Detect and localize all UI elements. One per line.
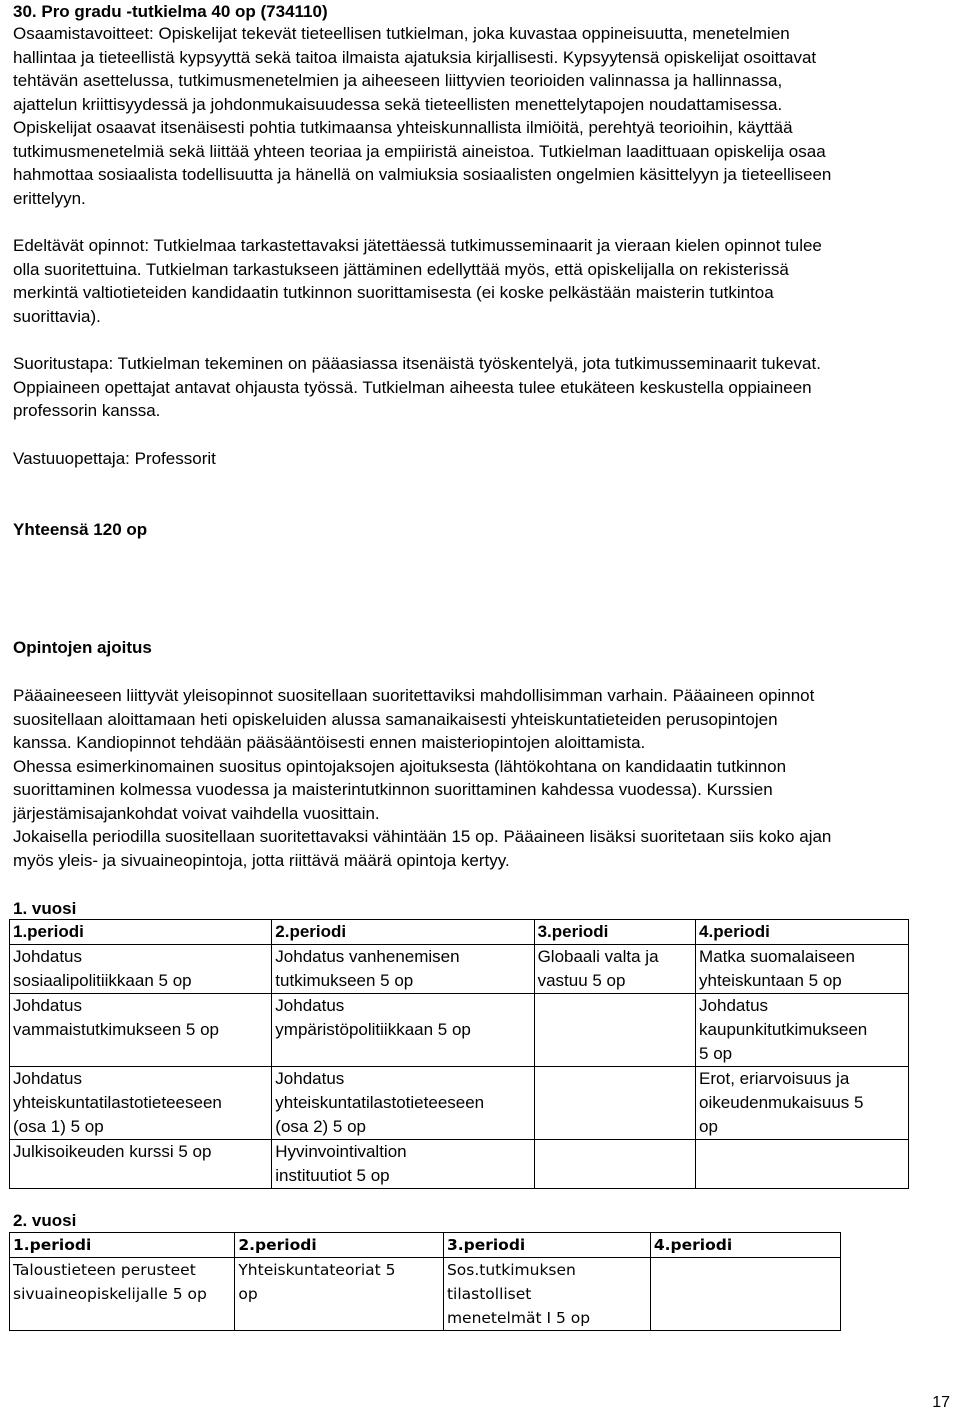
table-cell: [696, 1140, 909, 1189]
cell-text: instituutiot 5 op: [275, 1166, 390, 1185]
cell-text: yhteiskuntatilastotieteeseen: [275, 1093, 485, 1112]
section-heading: 30. Pro gradu -tutkielma 40 op (734110): [13, 2, 328, 21]
cell-text: Johdatus: [275, 1069, 345, 1088]
year1-table: [9, 919, 909, 1189]
cell-text: menetelmät I 5 op: [446, 1309, 591, 1327]
column-header: 4.periodi: [650, 1233, 840, 1258]
cell-text: Julkisoikeuden kurssi 5 op: [13, 1142, 212, 1161]
column-header: 4.periodi: [696, 920, 909, 945]
cell-text: vastuu 5 op: [537, 971, 626, 990]
text-line: ajattelun kriittisyydessä ja johdonmukaisuudessa sekä tieteellisten menettelytapojen noudattamisessa.: [13, 94, 783, 114]
goals-paragraph: [13, 22, 831, 210]
text-line: merkintä valtiotieteiden kandidaatin tutkinnon suorittamisesta (ei koske pelkästään maisterin tutkintoa: [13, 283, 774, 302]
cell-text: (osa 1) 5 op: [13, 1117, 104, 1136]
cell-text: Johdatus: [699, 996, 769, 1015]
year2-table: [9, 1232, 841, 1331]
table-cell: [10, 945, 272, 994]
table-cell: [443, 1258, 650, 1331]
cell-text: 5 op: [699, 1044, 733, 1063]
cell-text: Erot, eriarvoisuus ja: [699, 1069, 850, 1088]
cell-text: op: [699, 1117, 718, 1136]
table-row: [10, 1258, 841, 1331]
table-cell: [696, 1067, 909, 1140]
text-line: tutkimusmenetelmiä sekä liittää yhteen teoriaa ja empiiristä aineistoa. Tutkielman laadittuaan opiskelija osaa: [13, 141, 826, 161]
table-cell: [272, 1067, 534, 1140]
cell-text: kaupunkitutkimukseen: [699, 1020, 868, 1039]
table-header-row: [10, 1233, 841, 1258]
cell-text: tilastolliset: [446, 1285, 532, 1303]
cell-text: (osa 2) 5 op: [275, 1117, 367, 1136]
total-credits: Yhteensä 120 op: [13, 520, 148, 539]
cell-text: Johdatus: [13, 1069, 82, 1088]
table-cell: [650, 1258, 840, 1331]
text-line: erittelyyn.: [13, 188, 86, 208]
text-line: hallintaa ja tieteellistä kypsyyttä sekä taitoa ilmaista ajatuksia kirjallisesti. Kypsyytensä opiskelijat osoittavat: [13, 47, 817, 67]
timing-heading: Opintojen ajoitus: [13, 638, 152, 657]
cell-text: Yhteiskuntateoriat 5: [238, 1261, 396, 1279]
table-cell: [10, 1140, 272, 1189]
column-header: 2.periodi: [235, 1233, 444, 1258]
year2-label: 2. vuosi: [13, 1211, 77, 1230]
cell-text: Matka suomalaiseen: [699, 947, 855, 966]
table-cell: [534, 1140, 695, 1189]
column-header: 2.periodi: [272, 920, 534, 945]
table-row: [10, 945, 909, 994]
cell-text: Globaali valta ja: [537, 947, 659, 966]
text-line: Pääaineeseen liittyvät yleisopinnot suositellaan suoritettaviksi mahdollisimman varhain. Pääaineen opinnot: [13, 686, 815, 705]
text-line: suorittavia).: [13, 306, 101, 326]
timing-paragraph: [13, 684, 831, 872]
cell-text: Hyvinvointivaltion: [275, 1142, 407, 1161]
year1-label: 1. vuosi: [13, 899, 77, 918]
text-line: Suoritustapa: Tutkielman tekeminen on pääasiassa itsenäistä työskentelyä, jota tutkimusseminaarit tukevat.: [13, 354, 821, 373]
page-number: 17: [932, 1394, 950, 1411]
cell-text: Sos.tutkimuksen: [446, 1261, 576, 1279]
text-line: Osaamistavoitteet: Opiskelijat tekevät tieteellisen tutkielman, joka kuvastaa oppineisuutta, menetelmien: [13, 24, 790, 43]
table-cell: [534, 1067, 695, 1140]
text-line: Oppiaineen opettajat antavat ohjausta työssä. Tutkielman aiheesta tulee etukäteen keskustella oppiaineen: [13, 377, 812, 397]
table-cell: [272, 945, 534, 994]
table-row: [10, 1067, 909, 1140]
text-line: professorin kanssa.: [13, 401, 161, 420]
cell-text: op: [238, 1285, 258, 1303]
cell-text: yhteiskuntatilastotieteeseen: [13, 1093, 222, 1112]
table-cell: [696, 994, 909, 1067]
cell-text: Johdatus: [13, 947, 82, 966]
text-line: suositellaan aloittamaan heti opiskeluiden alussa samanaikaisesti yhteiskuntatieteiden perusopintojen: [13, 709, 778, 729]
text-line: Opiskelijat osaavat itsenäisesti pohtia tutkimaansa yhteiskunnallista ilmiöitä, perehtyä teorioihin, käyttää: [13, 118, 793, 137]
table-row: [10, 1140, 909, 1189]
table-header-row: [10, 920, 909, 945]
table-cell: [10, 1258, 235, 1331]
cell-text: oikeudenmukaisuus 5: [699, 1093, 864, 1112]
table-cell: [534, 994, 695, 1067]
cell-text: tutkimukseen 5 op: [275, 971, 414, 990]
text-line: myös yleis- ja sivuaineopintoja, jotta riittävä määrä opintoja kertyy.: [13, 850, 510, 870]
text-line: Edeltävät opinnot: Tutkielmaa tarkastettavaksi jätettäessä tutkimusseminaarit ja vieraan kielen opinnot tulee: [13, 236, 822, 255]
table-cell: [272, 994, 534, 1067]
cell-text: Johdatus vanhenemisen: [275, 947, 460, 966]
cell-text: Johdatus: [13, 996, 82, 1015]
table-cell: [534, 945, 695, 994]
text-line: hahmottaa sosiaalista todellisuutta ja hänellä on valmiuksia sosiaalisten ongelmien käsittelyyn ja tieteelliseen: [13, 165, 832, 184]
table-cell: [10, 1067, 272, 1140]
text-line: Jokaisella periodilla suositellaan suoritettavaksi vähintään 15 op. Pääaineen lisäksi suoritetaan siis koko ajan: [13, 827, 832, 846]
text-line: suorittaminen kolmessa vuodessa ja maisterintutkinnon suorittaminen kahdessa vuodessa). Kurssien: [13, 780, 773, 799]
column-header: 1.periodi: [10, 1233, 235, 1258]
text-line: Ohessa esimerkinomainen suositus opintojaksojen ajoituksesta (lähtökohtana on kandidaatin tutkinnon: [13, 756, 787, 776]
cell-text: vammaistutkimukseen 5 op: [13, 1020, 219, 1039]
prereq-paragraph: [13, 234, 822, 328]
cell-text: yhteiskuntaan 5 op: [699, 971, 842, 990]
table-cell: [235, 1258, 444, 1331]
method-paragraph: [13, 352, 821, 423]
responsible-teacher: Vastuuopettaja: Professorit: [13, 449, 216, 468]
cell-text: Johdatus: [275, 996, 345, 1015]
cell-text: Taloustieteen perusteet: [13, 1261, 196, 1279]
table-cell: [10, 994, 272, 1067]
table-cell: [696, 945, 909, 994]
cell-text: sosiaalipolitiikkaan 5 op: [13, 971, 192, 990]
table-row: [10, 994, 909, 1067]
text-line: tehtävän asettelussa, tutkimusmenetelmien ja aiheeseen liittyvien teorioiden valinnassa ja hallinnassa,: [13, 71, 783, 90]
column-header: 3.periodi: [534, 920, 695, 945]
text-line: kanssa. Kandiopinnot tehdään pääsääntöisesti ennen maisteriopintojen aloittamista.: [13, 733, 646, 752]
column-header: 1.periodi: [10, 920, 272, 945]
text-line: olla suoritettuina. Tutkielman tarkastukseen jättäminen edellyttää myös, että opiskelijalla on rekisterissä: [13, 259, 789, 279]
column-header: 3.periodi: [443, 1233, 650, 1258]
text-line: järjestämisajankohdat voivat vaihdella vuosittain.: [13, 803, 380, 823]
cell-text: sivuaineopiskelijalle 5 op: [13, 1285, 207, 1303]
table-cell: [272, 1140, 534, 1189]
cell-text: ympäristöpolitiikkaan 5 op: [275, 1020, 471, 1039]
